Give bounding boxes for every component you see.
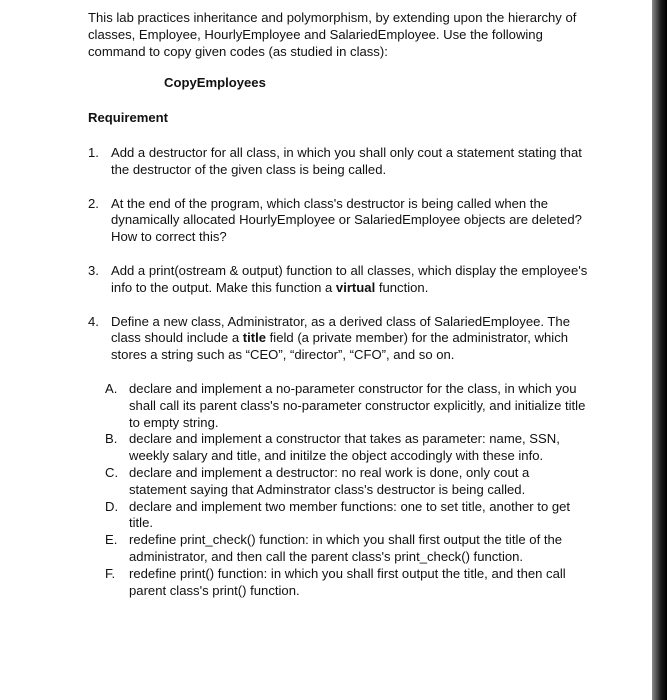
item-text: At the end of the program, which class's destructor is being called when the dynamically allocated HourlyEmployee or SalariedEmployee objects are deleted? How to correct this? — [111, 195, 582, 245]
sub-item-f — [105, 566, 588, 600]
sub-item-letter: A. — [105, 380, 118, 396]
sub-item-text: redefine print() function: in which you shall first output the title, and then call parent class's print() function. — [129, 565, 566, 598]
sub-item-letter: F. — [105, 565, 116, 581]
page-edge-shadow — [652, 0, 667, 700]
sub-item-text: declare and implement a destructor: no real work is done, only cout a statement saying that Adminstrator class's destructor is being called. — [129, 464, 530, 497]
bold-title: title — [242, 330, 267, 346]
sub-item-text: redefine print_check() function: in which you shall first output the title of the administrator, and then call the parent class's print_check() function. — [129, 532, 563, 564]
sub-item-letter: E. — [105, 532, 118, 548]
intro-paragraph: This lab practices inheritance and polymorphism, by extending upon the hierarchy of classes, Employee, HourlyEmployee and SalariedEmployee. Use the following command to copy given codes (as studied in class): — [88, 10, 577, 59]
sub-item-text: declare and implement a no-parameter constructor for the class, in which you shall call its parent class's no-parameter constructor explicitly, and initialize title to empty string. — [129, 380, 586, 430]
item-number: 2. — [88, 195, 99, 211]
requirement-item-3 — [88, 263, 588, 297]
requirement-item-4 — [88, 314, 588, 364]
sub-item-letter: B. — [105, 431, 118, 447]
item-text: Define a new class, Administrator, as a derived class of SalariedEmployee. The class should include a title field (a private member) for the administrator, which stores a string such as “CEO”, “director”, “CFO”, and so on. — [111, 313, 570, 363]
item-number: 4. — [88, 313, 99, 329]
item-number: 1. — [88, 144, 99, 160]
item-text: Add a print(ostream & output) function to all classes, which display the employee's info to the output. Make this function a virtual function. — [111, 262, 588, 295]
document-content — [88, 10, 588, 599]
bold-virtual: virtual — [335, 279, 376, 295]
requirement-item-2 — [88, 196, 588, 246]
sub-item-e — [105, 532, 588, 566]
item-text: Add a destructor for all class, in which you shall only cout a statement stating that the destructor of the given class is being called. — [111, 144, 582, 177]
item-number: 3. — [88, 262, 99, 278]
sub-item-text: declare and implement a constructor that takes as parameter: name, SSN, weekly salary and title, and initilze the object accodingly with these info. — [129, 431, 560, 464]
requirement-item-1 — [88, 145, 588, 179]
sub-item-b — [105, 431, 588, 465]
sub-item-a — [105, 381, 588, 431]
copy-command: CopyEmployees — [164, 75, 266, 91]
sub-item-letter: C. — [105, 464, 119, 480]
requirement-heading: Requirement — [88, 110, 169, 126]
sub-item-c — [105, 465, 588, 499]
sub-item-d — [105, 499, 588, 533]
sub-item-text: declare and implement two member functions: one to set title, another to get title. — [129, 498, 571, 531]
sub-item-letter: D. — [105, 498, 119, 514]
sub-item-list — [105, 381, 588, 599]
